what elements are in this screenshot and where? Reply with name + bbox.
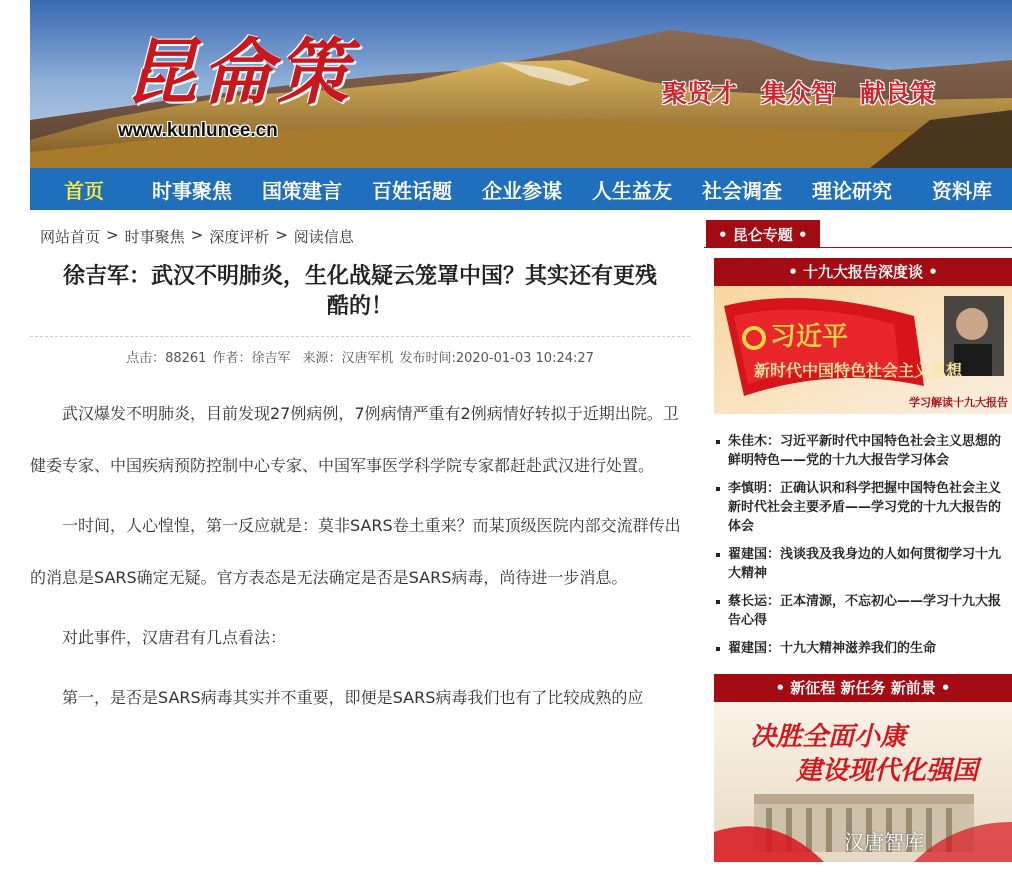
article-author: 作者：徐吉军 — [212, 351, 291, 366]
nav-current-affairs[interactable]: 时事聚焦 — [152, 178, 232, 203]
article-views: 点击：88261 — [126, 351, 207, 366]
banner-caption-text: 学习解读十九大报告 — [909, 396, 1008, 409]
article-paragraph: 武汉爆发不明肺炎，目前发现27例病例，7例病情严重有2例病情好转拟于近期出院。卫健委专家、中国疾病预防控制中心专家、中国军事医学科学院专家都赶赴武汉进行处置。 — [30, 404, 679, 475]
breadcrumb-home[interactable]: 网站首页 — [40, 228, 101, 246]
article-title-line-1: 徐吉军：武汉不明肺炎，生化战疑云笼罩中国？其实还有更残 — [62, 264, 657, 289]
site-url[interactable]: www.kunlunce.cn — [118, 120, 278, 141]
main-nav — [30, 168, 1012, 210]
news-item[interactable]: 翟建国：十九大精神滋养我们的生命 — [714, 639, 1012, 658]
breadcrumb-analysis[interactable]: 深度评析 — [209, 228, 270, 246]
breadcrumb-separator: > — [190, 226, 204, 244]
news-item[interactable]: 蔡长运：正本清源，不忘初心——学习十九大报告心得 — [714, 592, 1012, 630]
article-body — [30, 388, 690, 724]
article-meta — [30, 347, 690, 366]
sidebar-header — [704, 220, 1012, 248]
breadcrumb — [40, 226, 354, 247]
nav-survey[interactable]: 社会调查 — [702, 178, 782, 203]
banner-subtitle-text: 新时代中国特色社会主义思想 — [754, 361, 963, 380]
panel-title-19th-report[interactable]: • 十九大报告深度谈 • — [714, 258, 1012, 286]
nav-public-topics[interactable]: 百姓话题 — [372, 178, 452, 203]
news-item[interactable]: 朱佳木：习近平新时代中国特色社会主义思想的鲜明特色——党的十九大报告学习体会 — [714, 432, 1012, 470]
breadcrumb-separator: > — [275, 226, 288, 244]
news-list — [714, 432, 1012, 658]
banner-19th-report[interactable] — [714, 286, 1012, 414]
breadcrumb-reading: 阅读信息 — [293, 228, 354, 246]
article-paragraph: 对此事件，汉唐君有几点看法： — [62, 628, 287, 647]
slogan-3: 献良策 — [860, 79, 936, 108]
article-time: 发布时间:2020-01-03 10:24:27 — [399, 351, 594, 366]
banner-line-2: 建设现代化强国 — [796, 756, 979, 786]
watermark-text: 汉唐智库 — [844, 830, 924, 854]
banner-new-journey[interactable] — [714, 702, 1012, 862]
nav-enterprise[interactable]: 企业参谋 — [482, 178, 562, 203]
news-item[interactable]: 翟建国：浅谈我及我身边的人如何贯彻学习十九大精神 — [714, 545, 1012, 583]
sidebar-section-title[interactable]: • 昆仑专题 • — [706, 220, 820, 248]
banner-name-text: 习近平 — [770, 322, 849, 352]
article-paragraph: 一时间，人心惶惶，第一反应就是：莫非SARS卷土重来？而某顶级医院内部交流群传出的消息是SARS确定无疑。官方表态是无法确定是否是SARS病毒，尚待进一步消息。 — [30, 516, 681, 587]
sidebar — [704, 220, 1012, 862]
nav-home[interactable]: 首页 — [64, 178, 104, 203]
article-paragraph: 第一，是否是SARS病毒其实并不重要，即便是SARS病毒我们也有了比较成熟的应 — [62, 688, 644, 707]
article — [30, 262, 690, 724]
news-item[interactable]: 李慎明：正确认识和科学把握中国特色社会主义新时代社会主要矛盾——学习党的十九大报告的体会 — [714, 479, 1012, 536]
slogan-1: 聚贤才 — [662, 79, 738, 108]
breadcrumb-separator: > — [106, 226, 119, 244]
article-title-line-2: 酷的！ — [326, 294, 393, 319]
panel-title-new-journey[interactable]: • 新征程 新任务 新前景 • — [714, 674, 1012, 702]
banner-line-1: 决胜全面小康 — [750, 722, 907, 752]
nav-theory[interactable]: 理论研究 — [812, 178, 892, 203]
header-banner — [30, 0, 1012, 168]
breadcrumb-current-affairs[interactable]: 时事聚焦 — [124, 228, 185, 246]
article-title — [30, 262, 690, 322]
title-divider — [30, 336, 690, 337]
article-source: 来源：汉唐军机 — [302, 351, 394, 366]
site-logo[interactable]: 昆侖策 — [125, 29, 354, 114]
nav-life[interactable]: 人生益友 — [592, 178, 672, 203]
nav-policy[interactable]: 国策建言 — [262, 178, 342, 203]
slogan-group — [662, 74, 935, 110]
slogan-2: 集众智 — [761, 79, 837, 108]
nav-library[interactable]: 资料库 — [932, 178, 992, 203]
